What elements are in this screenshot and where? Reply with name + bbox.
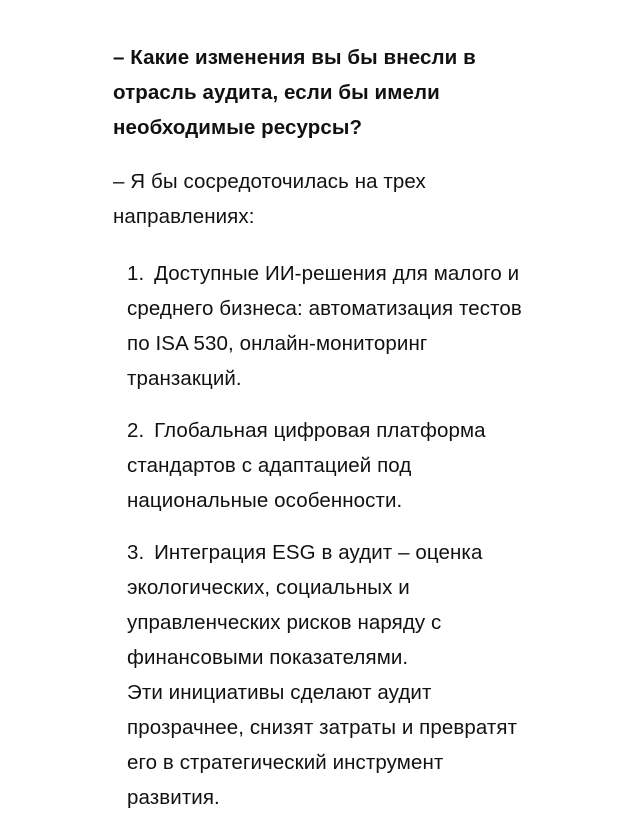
list-item [127, 535, 540, 675]
list-item-text: Доступные ИИ-решения для малого и среднего бизнеса: автоматизация тестов по ISA 530, онлайн-мониторинг транзакций. [127, 262, 522, 390]
list-item [127, 256, 540, 396]
list-item-number: 1. [127, 262, 145, 285]
conclusion-text: Эти инициативы сделают аудит прозрачнее, снизят затраты и превратят его в стратегический инструмент развития. [127, 681, 518, 809]
directions-list [113, 256, 540, 675]
list-item [127, 413, 540, 518]
list-item-text: Глобальная цифровая платформа стандартов с адаптацией под национальные особенности. [127, 419, 486, 512]
list-item-number: 2. [127, 419, 145, 442]
question-text: – Какие изменения вы бы внесли в отрасль аудита, если бы имели необходимые ресурсы? [113, 46, 476, 139]
answer-intro-text: – Я бы сосредоточилась на трех направлениях: [113, 170, 426, 228]
list-item-number: 3. [127, 541, 145, 564]
list-item-text: Интеграция ESG в аудит – оценка экологических, социальных и управленческих рисков наряду с финансовыми показателями. [127, 541, 483, 669]
